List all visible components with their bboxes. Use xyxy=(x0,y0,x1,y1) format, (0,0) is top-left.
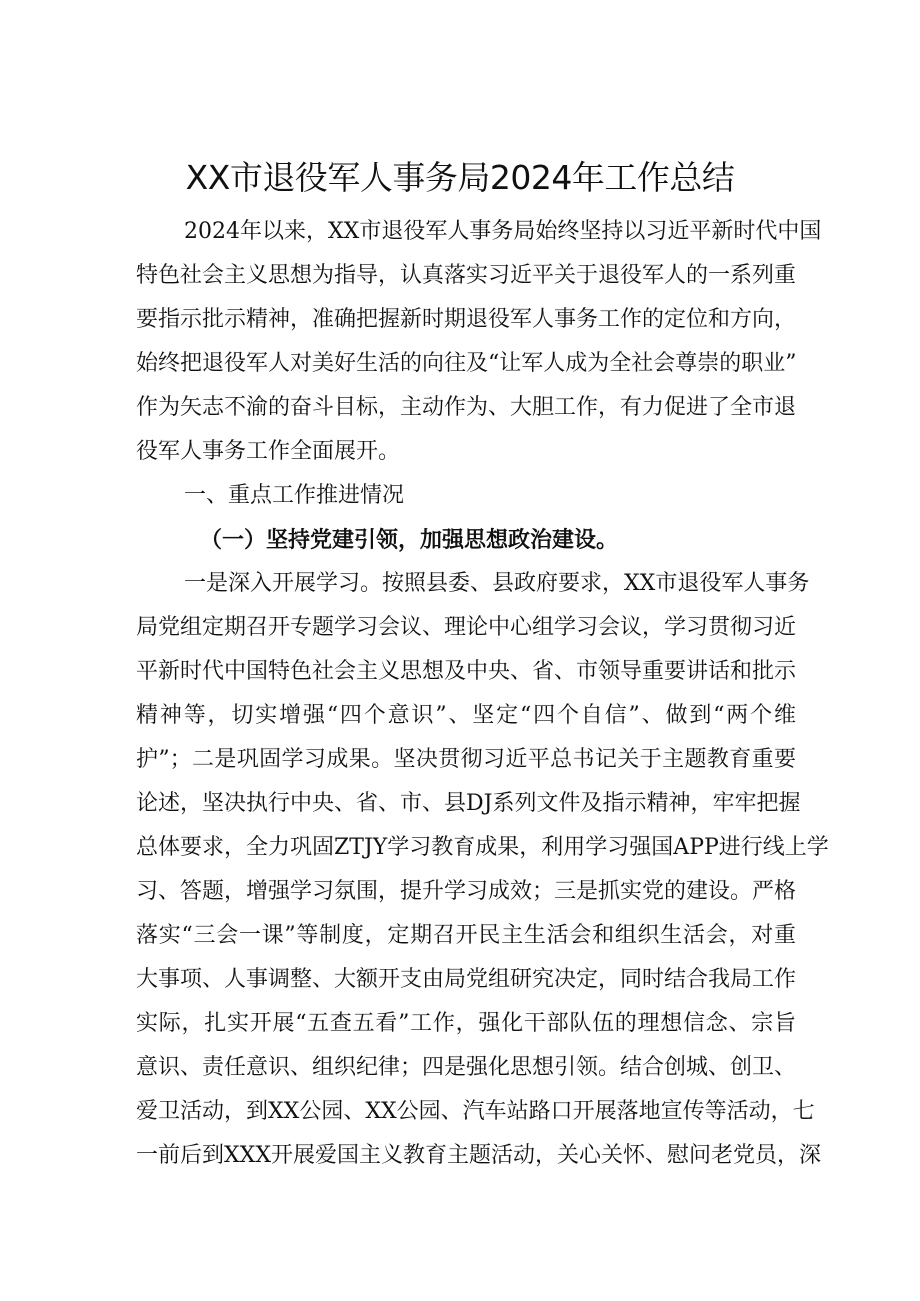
subsection-heading-1: （一）坚持党建引领，加强思想政治建设。 xyxy=(200,527,619,553)
body-line-14: 一前后到XXX开展爱国主义教育主题活动，关心关怀、慰问老党员，深 xyxy=(136,1143,821,1168)
intro-line-6: 役军人事务工作全面展开。 xyxy=(136,439,401,464)
body-line-4: 精神等，切实增强“四个意识”、坚定“四个自信”、做到“两个维 xyxy=(136,703,796,728)
body-line-11: 实际，扎实开展“五查五看”工作，强化干部队伍的理想信念、宗旨 xyxy=(136,1011,796,1036)
body-line-12: 意识、责任意识、组织纪律；四是强化思想引领。结合创城、创卫、 xyxy=(136,1055,797,1080)
body-line-2: 局党组定期召开专题学习会议、理论中心组学习会议，学习贯彻习近 xyxy=(136,615,797,640)
body-line-7: 总体要求，全力巩固ZTJY学习教育成果，利用学习强国APP进行线上学 xyxy=(136,835,829,860)
body-line-1: 一是深入开展学习。按照县委、县政府要求，XX市退役军人事务 xyxy=(184,571,810,596)
intro-line-5: 作为矢志不渝的奋斗目标，主动作为、大胆工作，有力促进了全市退 xyxy=(136,395,797,420)
body-line-9: 落实“三会一课”等制度，定期召开民主生活会和组织生活会，对重 xyxy=(136,923,796,948)
intro-line-4: 始终把退役军人对美好生活的向往及“让军人成为全社会尊崇的职业” xyxy=(136,351,797,376)
intro-line-1: 2024年以来，XX市退役军人事务局始终坚持以习近平新时代中国 xyxy=(184,219,822,244)
intro-line-3: 要指示批示精神，准确把握新时期退役军人事务工作的定位和方向， xyxy=(136,307,797,332)
section-heading-1: 一、重点工作推进情况 xyxy=(184,483,405,508)
body-line-13: 爱卫活动，到XX公园、XX公园、汽车站路口开展落地宣传等活动，七 xyxy=(136,1099,815,1124)
body-line-10: 大事项、人事调整、大额开支由局党组研究决定，同时结合我局工作 xyxy=(136,967,797,992)
intro-line-2: 特色社会主义思想为指导，认真落实习近平关于退役军人的一系列重 xyxy=(136,263,797,288)
body-line-8: 习、答题，增强学习氛围，提升学习成效；三是抓实党的建设。严格 xyxy=(136,879,797,904)
body-line-3: 平新时代中国特色社会主义思想及中央、省、市领导重要讲话和批示 xyxy=(136,659,797,684)
body-line-6: 论述，坚决执行中央、省、市、县DJ系列文件及指示精神，牢牢把握 xyxy=(136,791,801,816)
document-title: XX市退役军人事务局2024年工作总结 xyxy=(185,158,735,197)
body-line-5: 护”；二是巩固学习成果。坚决贯彻习近平总书记关于主题教育重要 xyxy=(136,747,796,772)
